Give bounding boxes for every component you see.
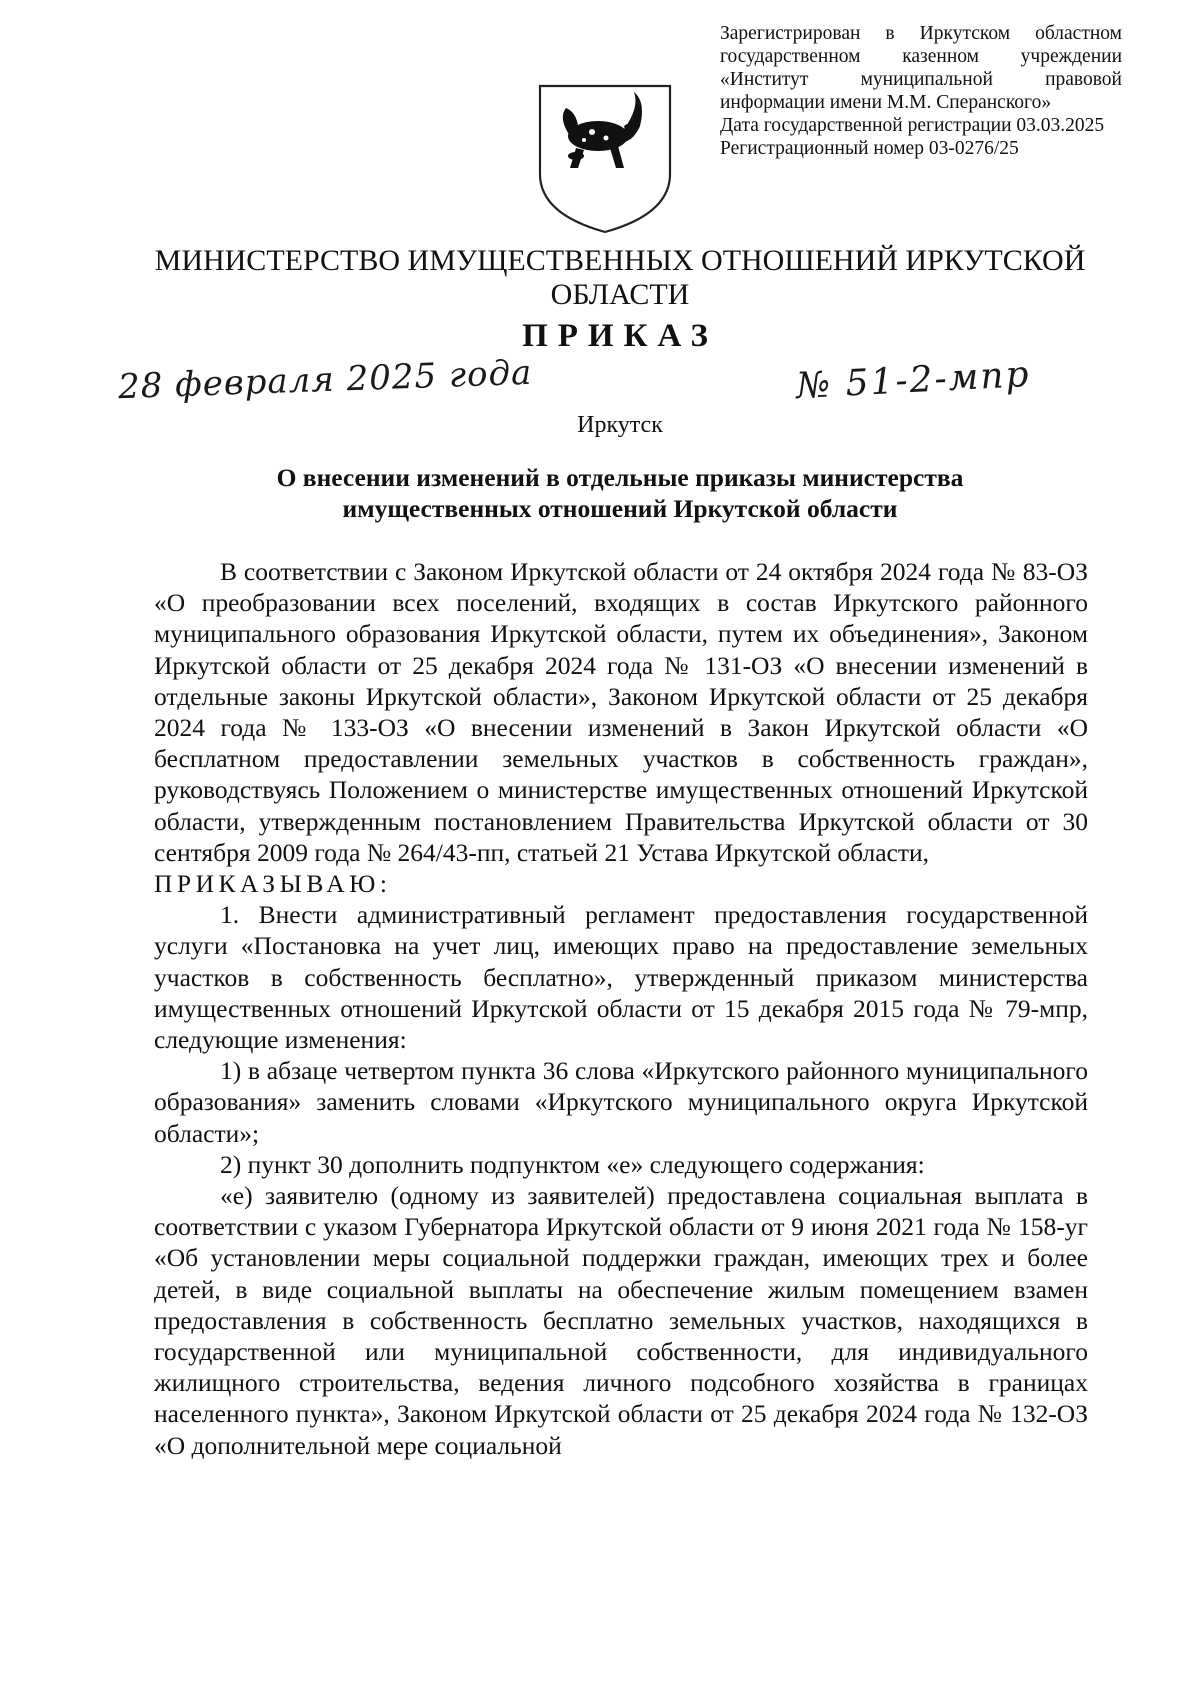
registration-line: Дата государственной регистрации 03.03.2025 (720, 115, 1105, 136)
handwritten-date: 28 февраля 2025 года (117, 352, 533, 408)
order-word: ПРИКАЗЫВАЮ: (154, 869, 392, 899)
preamble-paragraph: В соответствии с Законом Иркутской области от 24 октября 2024 года № 83-ОЗ «О преобразовании всех поселений, входящих в состав Иркутского районного муниципального образования Иркутской области, путем их объединения», Законом Иркутской области от 25 декабря 2024 года № 131-ОЗ «О внесении изменений в отдельные законы Иркутской области», Законом Иркутской области от 25 декабря 2024 года № 133-ОЗ «О внесении изменений в Закон Иркутской области «О бесплатном предоставлении земельных участков в собственность граждан», руководствуясь Положением о министерстве имущественных отношений Иркутской области, утвержденным постановлением Правительства Иркутской области от 30 сентября 2009 года № 264/43-пп, статьей 21 Устава Иркутской области, (154, 557, 1088, 867)
document-subject: О внесении изменений в отдельные приказы министерства имущественных отношений Иркутской области (276, 463, 964, 523)
subitem-2-paragraph: 2) пункт 30 дополнить подпунктом «е» следующего содержания: (220, 1149, 925, 1179)
registration-line: государственном казенном учреждении (720, 46, 1122, 67)
coat-of-arms-icon (536, 82, 674, 234)
document-type: ПРИКАЗ (522, 318, 718, 354)
registration-stamp (720, 22, 1122, 160)
registration-line: Зарегистрирован в Иркутском областном (720, 23, 1122, 44)
registration-line: «Институт муниципальной правовой (720, 69, 1122, 90)
ministry-name: МИНИСТЕРСТВО ИМУЩЕСТВЕННЫХ ОТНОШЕНИЙ ИРКУТСКОЙ ОБЛАСТИ (154, 244, 1086, 311)
registration-line: Регистрационный номер 03-0276/25 (720, 138, 1019, 159)
subitem-2-text: «е) заявителю (одному из заявителей) предоставлена социальная выплата в соответствии с указом Губернатора Иркутской области от 9 июня 2021 года № 158-уг «Об установлении меры социальной поддержки граждан, имеющих трех и более детей, в виде социальной выплаты на обеспечение жилым помещением взамен предоставления в собственность бесплатно земельных участков, находящихся в государственной или муниципальной собственности, для индивидуального жилищного строительства, ведения личного подсобного хозяйства в границах населенного пункта», Законом Иркутской области от 25 декабря 2024 года № 132-ОЗ «О дополнительной мере социальной (154, 1181, 1088, 1460)
document-body (154, 556, 1088, 1461)
item-1-paragraph: 1. Внести административный регламент предоставления государственной услуги «Постановка на учет лиц, имеющих право на предоставление земельных участков в собственность бесплатно», утвержденный приказом министерства имущественных отношений Иркутской области от 15 декабря 2015 года № 79-мпр, следующие изменения: (154, 900, 1088, 1055)
subitem-1-paragraph: 1) в абзаце четвертом пункта 36 слова «Иркутского районного муниципального образования» заменить словами «Иркутского муниципального округа Иркутской области»; (154, 1056, 1088, 1148)
registration-line: информации имени М.М. Сперанского» (720, 92, 1052, 113)
handwritten-number: № 51-2-мпр (795, 353, 1032, 408)
city-name: Иркутск (577, 412, 663, 438)
